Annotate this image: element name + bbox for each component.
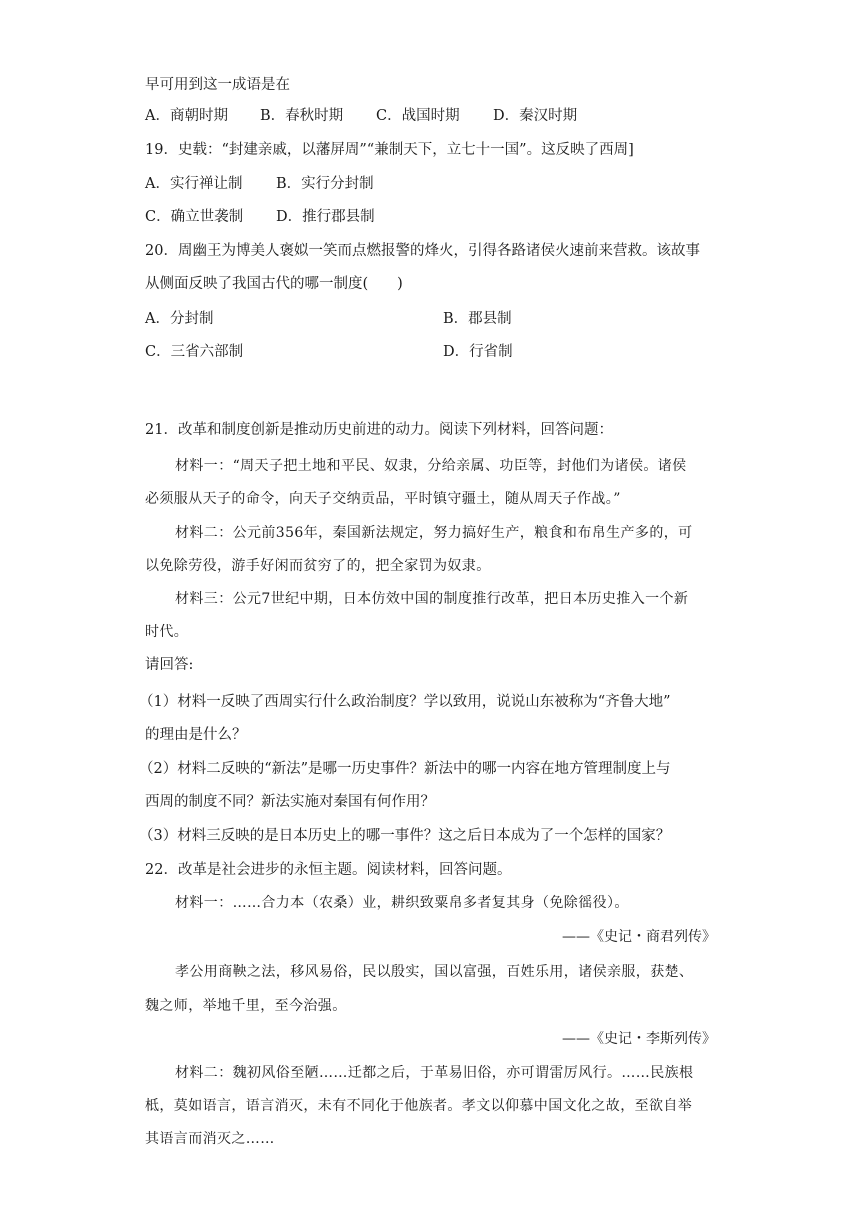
q19-stem: 19．史载：“封建亲戚，以藩屏周”“兼制天下，立七十一国”。这反映了西周]	[145, 142, 634, 158]
q20-option-b[interactable]: B．郡县制	[443, 311, 512, 327]
q20-stem-line1: 20．周幽王为博美人褒姒一笑而点燃报警的烽火，引得各路诸侯火速前来营救。该故事	[145, 243, 700, 259]
q18-stem-tail: 早可用到这一成语是在	[145, 77, 290, 93]
q21-prompt: 请回答:	[145, 657, 194, 673]
q22-material2-line2: 柢，莫如语言，语言消灭，未有不同化于他族者。孝文以仰慕中国文化之故，至欲自举	[145, 1098, 693, 1114]
q21-sub2-line2: 西周的制度不同？新法实施对秦国有何作用？	[145, 794, 435, 810]
q21-sub1-line1: （1）材料一反映了西周实行什么政治制度？学以致用，说说山东被称为“齐鲁大地”	[139, 694, 671, 710]
q20-option-a[interactable]: A．分封制	[145, 311, 214, 327]
q21-material2-line1: 材料二：公元前356年，秦国新法规定，努力搞好生产，粮食和布帛生产多的，可	[175, 525, 693, 541]
q21-sub2-line1: （2）材料二反映的“新法”是哪一历史事件？新法中的哪一内容在地方管理制度上与	[139, 761, 671, 777]
q22-quote-line2: 魏之师，举地千里，至今治强。	[145, 998, 347, 1014]
q21-material3-line1: 材料三：公元7世纪中期，日本仿效中国的制度推行改革，把日本历史推入一个新	[175, 591, 689, 607]
q21-stem: 21．改革和制度创新是推动历史前进的动力。阅读下列材料，回答问题：	[145, 422, 613, 438]
q22-material1: 材料一：……合力本（农桑）业，耕织致粟帛多者复其身（免除徭役）。	[175, 895, 629, 911]
q20-option-c[interactable]: C．三省六部制	[145, 344, 244, 360]
q22-source1: ——《史记・商君列传》	[562, 929, 716, 945]
q18-option-a[interactable]: A．商朝时期	[145, 108, 228, 124]
q19-option-d[interactable]: D．推行郡县制	[276, 209, 375, 225]
q20-option-d[interactable]: D．行省制	[443, 344, 513, 360]
q19-option-c[interactable]: C．确立世袭制	[145, 209, 244, 225]
q22-source2: ——《史记・李斯列传》	[562, 1031, 716, 1047]
q21-sub1-line2: 的理由是什么？	[145, 727, 247, 743]
q20-stem-line2: 从侧面反映了我国古代的哪一制度( )	[145, 276, 403, 292]
q22-material2-line3: 其语言而消灭之……	[145, 1131, 275, 1147]
q22-material2-line1: 材料二：魏初风俗至陋……迁都之后，于革易旧俗，亦可谓雷厉风行。……民族根	[175, 1065, 694, 1081]
q18-option-b[interactable]: B．春秋时期	[260, 108, 344, 124]
q21-material1-line1: 材料一：“周天子把土地和平民、奴隶，分给亲属、功臣等，封他们为诸侯。诸侯	[175, 458, 687, 474]
q21-material3-line2: 时代。	[145, 624, 189, 640]
q22-stem: 22．改革是社会进步的永恒主题。阅读材料，回答问题。	[145, 862, 512, 878]
q19-option-b[interactable]: B．实行分封制	[276, 176, 374, 192]
q18-option-d[interactable]: D．秦汉时期	[493, 108, 578, 124]
q21-sub3: （3）材料三反映的是日本历史上的哪一事件？这之后日本成为了一个怎样的国家？	[139, 828, 671, 844]
q21-material2-line2: 以免除劳役，游手好闲而贫穷了的，把全家罚为奴隶。	[145, 558, 491, 574]
q18-option-c[interactable]: C．战国时期	[376, 108, 460, 124]
q21-material1-line2: 必须服从天子的命令，向天子交纳贡品，平时镇守疆土，随从周天子作战。”	[145, 491, 621, 507]
q19-option-a[interactable]: A．实行禅让制	[145, 176, 243, 192]
q22-quote-line1: 孝公用商鞅之法，移风易俗，民以殷实，国以富强，百姓乐用，诸侯亲服，获楚、	[175, 964, 694, 980]
